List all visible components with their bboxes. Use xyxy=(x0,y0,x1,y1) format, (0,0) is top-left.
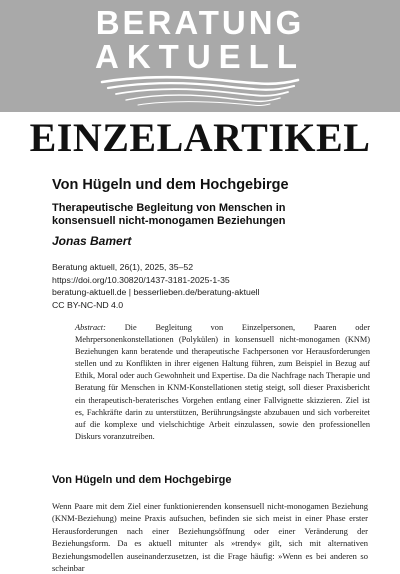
section-heading: Von Hügeln und dem Hochgebirge xyxy=(52,474,232,486)
abstract-block xyxy=(75,322,370,443)
article-subtitle: Therapeutische Begleitung von Menschen in konsensuell nicht-monogamen Beziehungen xyxy=(52,202,286,227)
section-body-text: Wenn Paare mit dem Ziel einer funktionierenden konsensuell nicht-monogamen Beziehung (KNM-Beziehung) meine Praxis aufsuchen, befinden sie sich meist in einer Phase erster Herausforderungen nach einer Beziehungsöffnung oder einer Veränderung der Beziehungsform. Da es aktuell mitunter als »trendy« gilt, sich mit alternativen Beziehungsmodellen auseinanderzusetzen, ist die Frage häufig: »Wenn es bei anderen so scheinbar xyxy=(52,501,368,574)
abstract-label: Abstract: xyxy=(75,323,106,332)
doi-link[interactable]: https://doi.org/10.30820/1437-3181-2025-1-35 xyxy=(52,274,230,285)
journal-header-banner xyxy=(0,0,400,112)
website-links[interactable]: beratung-aktuell.de | besserlieben.de/beratung-aktuell xyxy=(52,287,260,297)
article-author: Jonas Bamert xyxy=(52,234,132,248)
article-title: Von Hügeln und dem Hochgebirge xyxy=(52,177,289,193)
article-metadata xyxy=(52,261,362,311)
wave-lines-icon xyxy=(100,74,300,108)
license-line: CC BY-NC-ND 4.0 xyxy=(52,299,124,310)
einzelartikel-stamp: EINZELARTIKEL xyxy=(29,115,371,160)
citation-line: Beratung aktuell, 26(1), 2025, 35–52 xyxy=(52,262,194,272)
journal-logo-line-2: AKTUELL xyxy=(95,38,305,75)
abstract-text: Die Begleitung von Einzelpersonen, Paaren oder Mehrpersonenkonstellationen (Polykülen) in konsensuell nicht-monogamen (KNM) Beziehungen kann beratende und therapeutische Fachpersonen vor Herausforderungen stellen und zu Konflikten in ihrer eigenen Haltung führen, zum Beispiel in Bezug auf Ethik, Moral oder auch Gewohnheit und Expertise. Da die Nachfrage nach Therapie und Beratung für Menschen in KNM-Konstellationen stetig steigt, soll dieser Praxisbericht ein therapeutisch-beraterisches Vorgehen entlang einer Fallvignette skizzieren. Ziel ist es, Fachkräfte darin zu unterstützen, Berührungsängste abzubauen und sich vorbereitet auf die komplexe und vielschichtige Arbeit einzulassen, sowie den professionellen Diskurs voranzutreiben. xyxy=(75,323,370,441)
journal-logo-line-1: BERATUNG xyxy=(95,4,305,41)
